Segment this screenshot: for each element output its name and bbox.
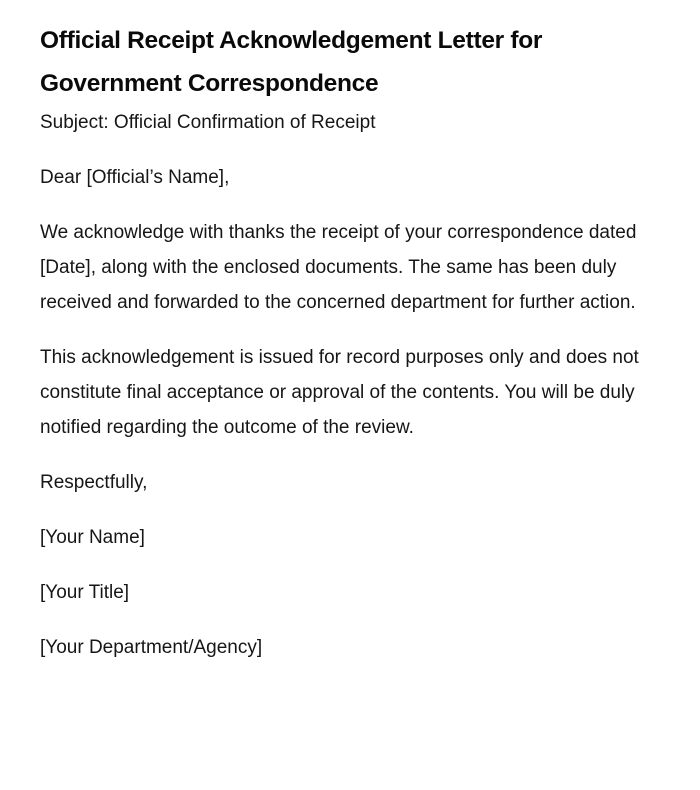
- body-paragraph-acknowledgement: We acknowledge with thanks the receipt of your correspondence dated [Date], along with the enclosed documents. The same has been duly received and forwarded to the concerned department for further action.: [40, 222, 637, 313]
- body-paragraph-disclaimer: This acknowledgement is issued for record purposes only and does not constitute final acceptance or approval of the contents. You will be duly notified regarding the outcome of the review.: [40, 347, 639, 438]
- subject-line: Subject: Official Confirmation of Receipt: [40, 112, 376, 133]
- signature-name: [Your Name]: [40, 527, 145, 548]
- signature-title: [Your Title]: [40, 582, 130, 603]
- closing: Respectfully,: [40, 472, 148, 493]
- salutation: Dear [Official’s Name],: [40, 167, 230, 188]
- document-title: Official Receipt Acknowledgement Letter for Government Correspondence: [40, 27, 543, 97]
- signature-department: [Your Department/Agency]: [40, 637, 263, 658]
